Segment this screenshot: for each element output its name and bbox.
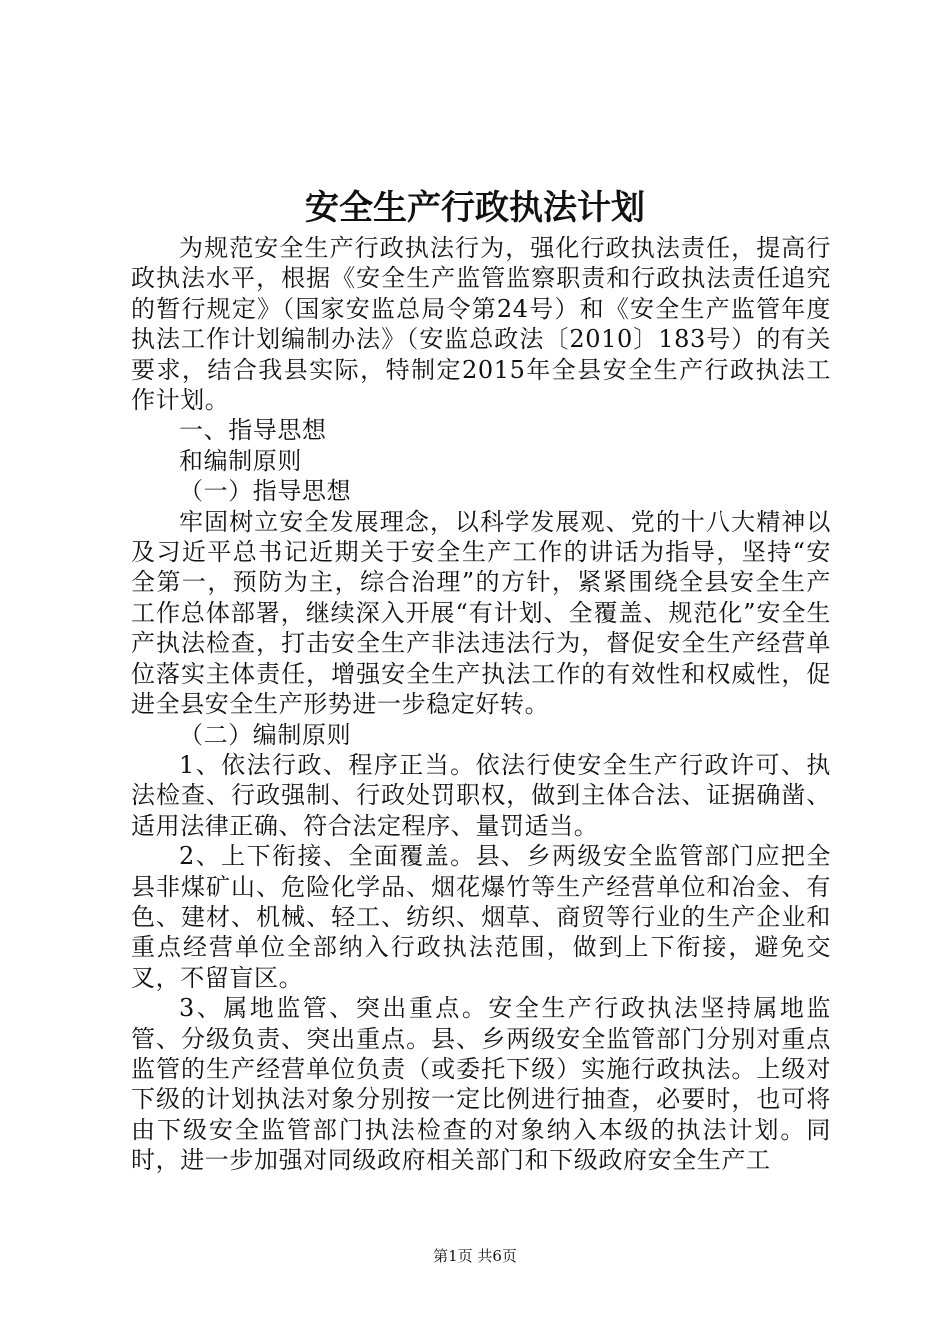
subsection-heading-guiding: （一）指导思想 <box>179 477 352 506</box>
guiding-paragraph: 牢固树立安全发展理念，以科学发展观、党的十八大精神以及习近平总书记近期关于安全生产工作的讲话为指导，坚持“安全第一，预防为主，综合治理”的方针，紧紧围绕全县安全生产工作总体部署，继续深入开展“有计划、全覆盖、规范化”安全生产执法检查，打击安全生产非法违法行为，督促安全生产经营单位落实主体责任，增强安全生产执法工作的有效性和权威性，促进全县安全生产形势进一步稳定好转。 <box>131 507 831 719</box>
principle-item-2: 2、上下衔接、全面覆盖。县、乡两级安全监管部门应把全县非煤矿山、危险化学品、烟花爆竹等生产经营单位和冶金、有色、建材、机械、轻工、纺织、烟草、商贸等行业的生产企业和重点经营单位全部纳入行政执法范围，做到上下衔接，避免交叉，不留盲区。 <box>131 842 831 992</box>
document-body <box>131 233 831 1176</box>
section-heading-guiding: 一、指导思想 <box>179 416 327 445</box>
page-number-footer: 第1页 共6页 <box>433 1247 517 1265</box>
section-heading-principles: 和编制原则 <box>179 446 302 475</box>
intro-paragraph: 为规范安全生产行政执法行为，强化行政执法责任，提高行政执法水平，根据《安全生产监管监察职责和行政执法责任追究的暂行规定》（国家安监总局令第24号）和《安全生产监管年度执法工作计划编制办法》（安监总政法〔2010〕183号）的有关要求，结合我县实际，特制定2015年全县安全生产行政执法工作计划。 <box>131 234 831 415</box>
principle-item-1: 1、依法行政、程序正当。依法行使安全生产行政许可、执法检查、行政强制、行政处罚职权，做到主体合法、证据确凿、适用法律正确、符合法定程序、量罚适当。 <box>131 750 831 840</box>
subsection-heading-principles: （二）编制原则 <box>179 720 352 749</box>
document-title: 安全生产行政执法计划 <box>305 188 645 228</box>
principle-item-3: 3、属地监管、突出重点。安全生产行政执法坚持属地监管、分级负责、突出重点。县、乡两级安全监管部门分别对重点监管的生产经营单位负责（或委托下级）实施行政执法。上级对下级的计划执法对象分别按一定比例进行抽查，必要时，也可将由下级安全监管部门执法检查的对象纳入本级的执法计划。同时，进一步加强对同级政府相关部门和下级政府安全生产工 <box>131 994 831 1175</box>
